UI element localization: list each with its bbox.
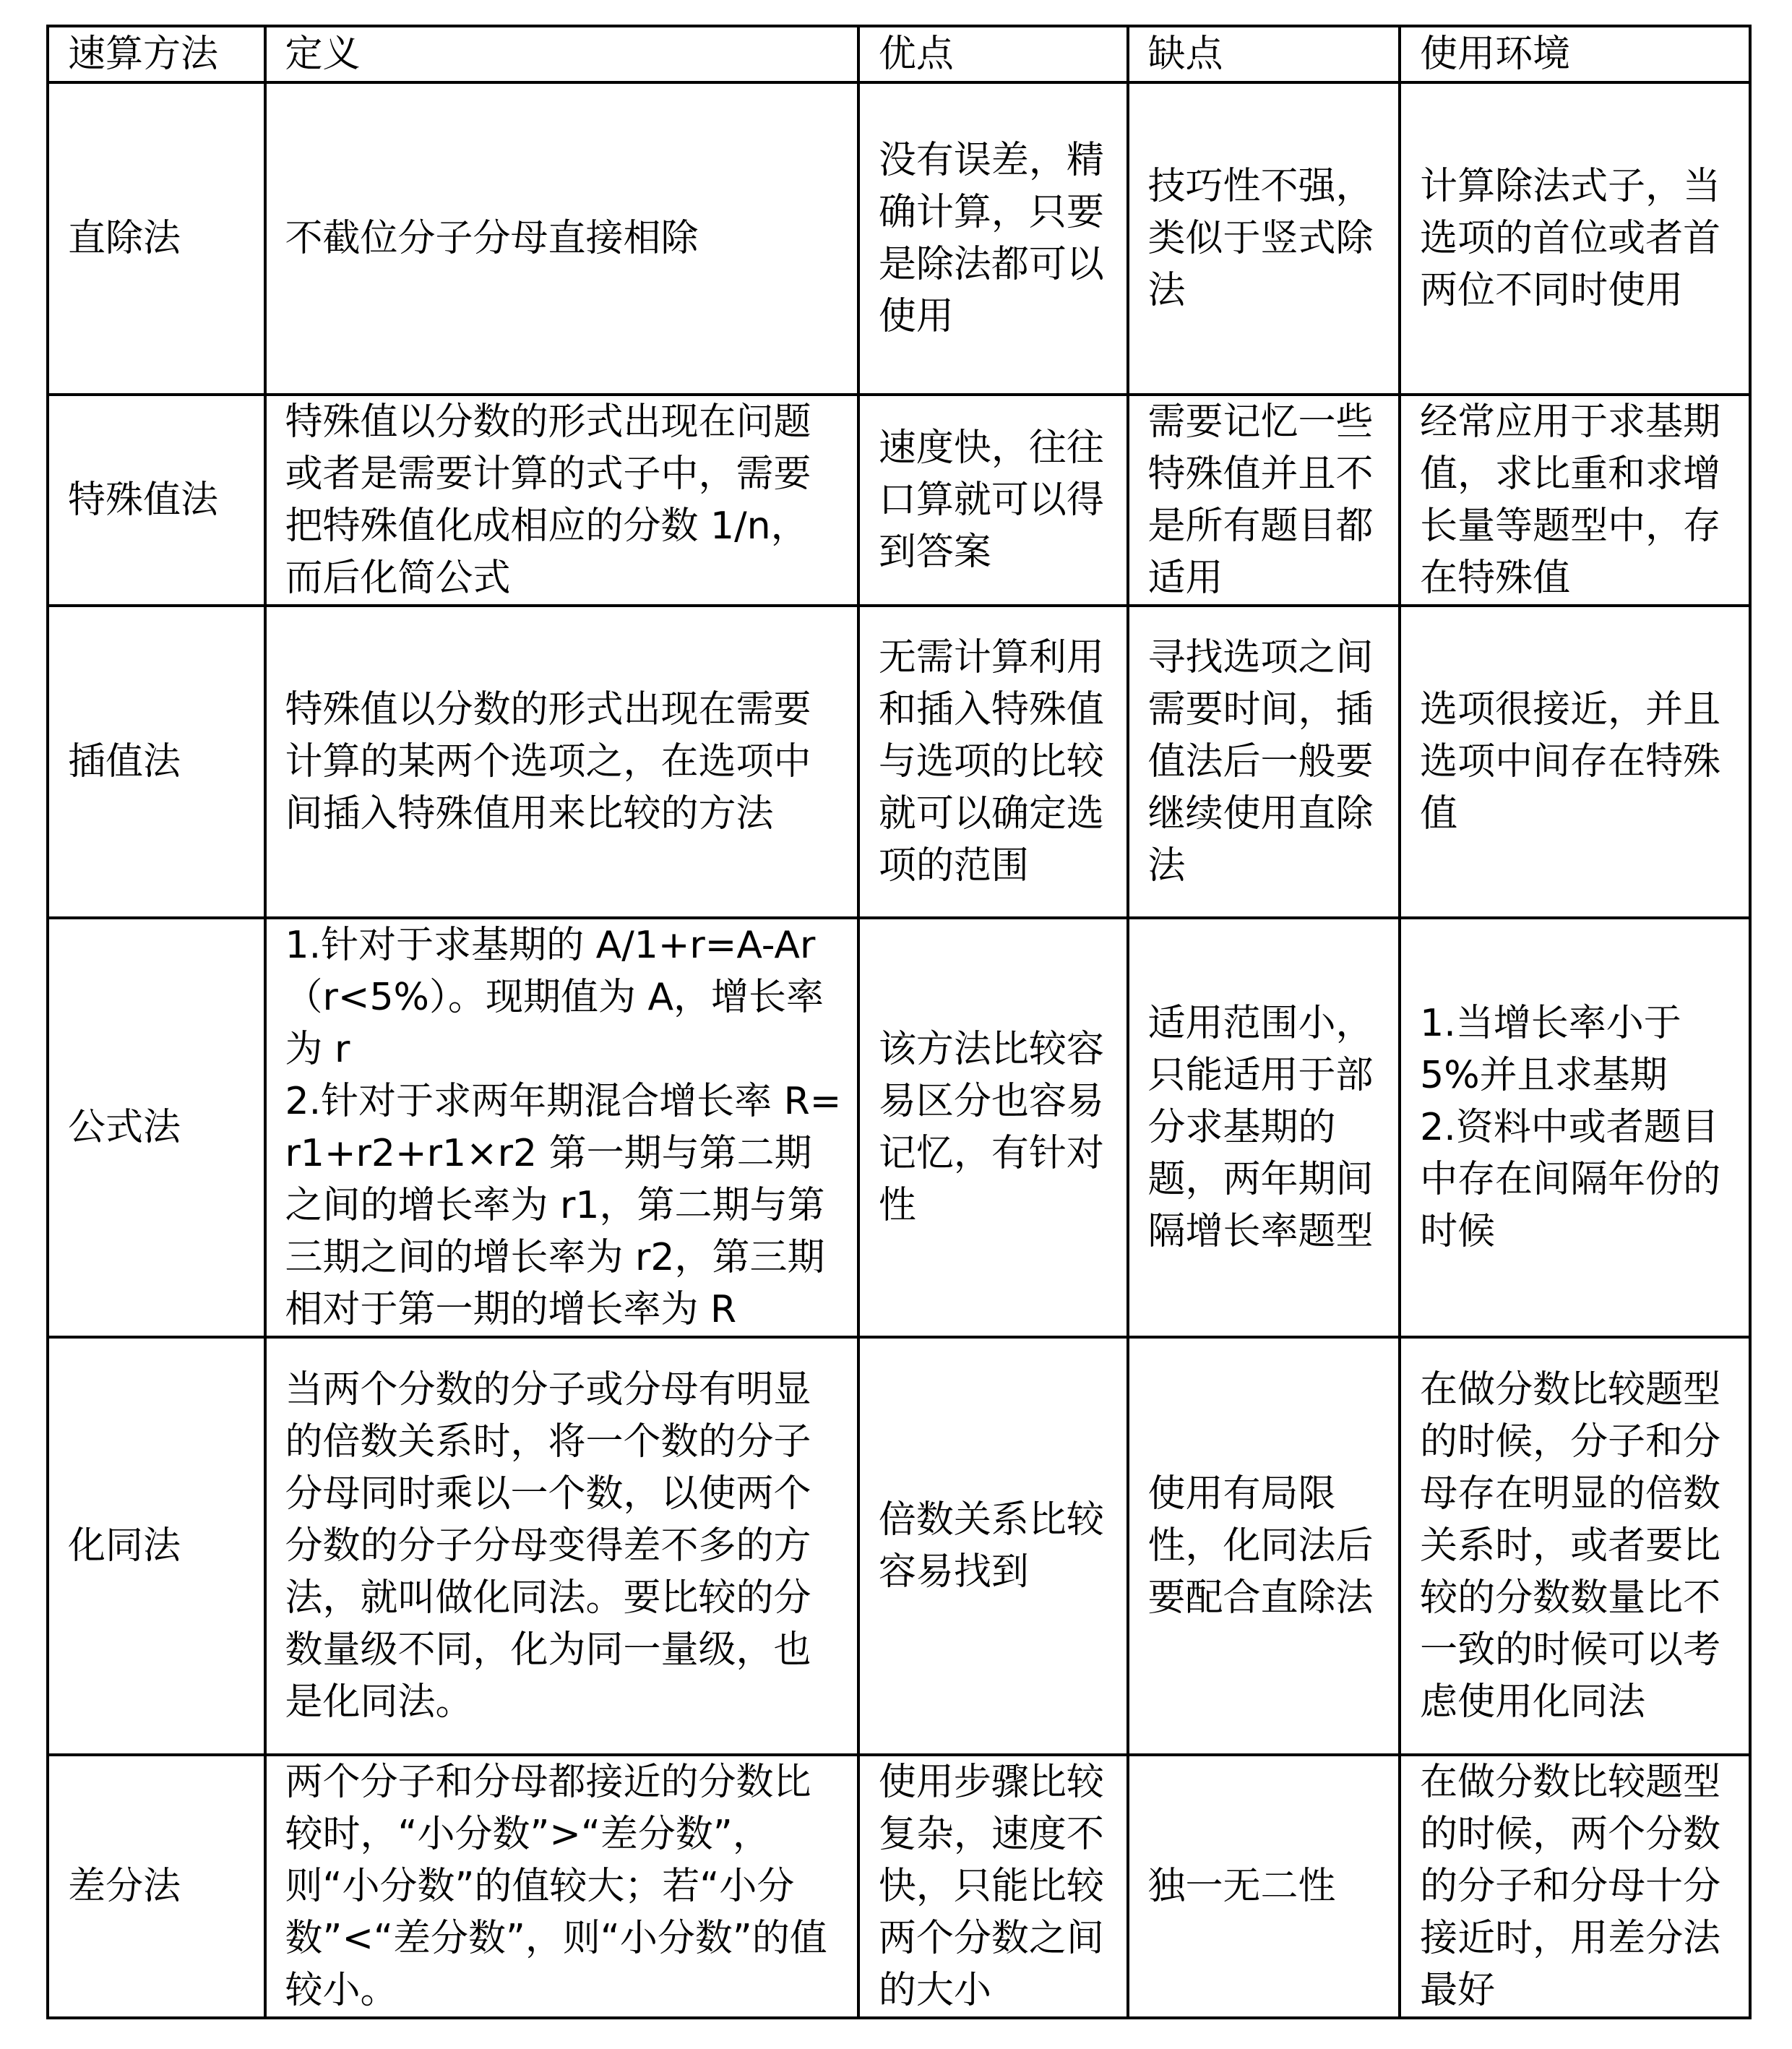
environment-cell: 经常应用于求基期值，求比重和求增长量等题型中，存在特殊值 xyxy=(1400,395,1750,606)
pros-cell: 没有误差，精确计算，只要是除法都可以使用 xyxy=(858,82,1128,395)
method-cell: 插值法 xyxy=(48,606,265,918)
cons-cell: 独一无二性 xyxy=(1128,1755,1400,2018)
environment-cell: 1.当增长率小于5%并且求基期 2.资料中或者题目中存在间隔年份的时候 xyxy=(1400,918,1750,1337)
header-cons: 缺点 xyxy=(1128,26,1400,82)
speed-calculation-table xyxy=(46,25,1752,2019)
cons-cell: 需要记忆一些特殊值并且不是所有题目都适用 xyxy=(1128,395,1400,606)
table-row xyxy=(48,918,1750,1337)
method-cell: 公式法 xyxy=(48,918,265,1337)
method-cell: 化同法 xyxy=(48,1337,265,1755)
method-cell: 差分法 xyxy=(48,1755,265,2018)
definition-cell: 当两个分数的分子或分母有明显的倍数关系时，将一个数的分子分母同时乘以一个数，以使两个分数的分子分母变得差不多的方法，就叫做化同法。要比较的分数量级不同，化为同一量级，也是化同法。 xyxy=(265,1337,858,1755)
cons-cell: 寻找选项之间需要时间，插值法后一般要继续使用直除法 xyxy=(1128,606,1400,918)
table-row xyxy=(48,606,1750,918)
table-row xyxy=(48,395,1750,606)
header-pros: 优点 xyxy=(858,26,1128,82)
environment-cell: 在做分数比较题型的时候，分子和分母存在明显的倍数关系时，或者要比较的分数数量比不一致的时候可以考虑使用化同法 xyxy=(1400,1337,1750,1755)
definition-cell: 两个分子和分母都接近的分数比较时，“小分数”>“差分数”，则“小分数”的值较大；若“小分数”<“差分数”，则“小分数”的值较小。 xyxy=(265,1755,858,2018)
cons-cell: 使用有局限性，化同法后要配合直除法 xyxy=(1128,1337,1400,1755)
header-method: 速算方法 xyxy=(48,26,265,82)
header-row xyxy=(48,26,1750,82)
table-row xyxy=(48,1755,1750,2018)
environment-cell: 在做分数比较题型的时候，两个分数的分子和分母十分接近时，用差分法最好 xyxy=(1400,1755,1750,2018)
header-definition: 定义 xyxy=(265,26,858,82)
environment-cell: 选项很接近，并且选项中间存在特殊值 xyxy=(1400,606,1750,918)
pros-cell: 使用步骤比较复杂，速度不快，只能比较两个分数之间的大小 xyxy=(858,1755,1128,2018)
cons-cell: 适用范围小，只能适用于部分求基期的题，两年期间隔增长率题型 xyxy=(1128,918,1400,1337)
table-row xyxy=(48,1337,1750,1755)
cons-cell: 技巧性不强，类似于竖式除法 xyxy=(1128,82,1400,395)
definition-cell: 1.针对于求基期的 A/1+r=A-Ar（r<5%）。现期值为 A，增长率为 r 2.针对于求两年期混合增长率 R=r1+r2+r1×r2 第一期与第二期之间的增长率为 r1，第二期与第三期之间的增长率为 r2，第三期相对于第一期的增长率为 R xyxy=(265,918,858,1337)
definition-cell: 特殊值以分数的形式出现在需要计算的某两个选项之，在选项中间插入特殊值用来比较的方法 xyxy=(265,606,858,918)
table-row xyxy=(48,82,1750,395)
definition-cell: 不截位分子分母直接相除 xyxy=(265,82,858,395)
pros-cell: 该方法比较容易区分也容易记忆，有针对性 xyxy=(858,918,1128,1337)
environment-cell: 计算除法式子，当选项的首位或者首两位不同时使用 xyxy=(1400,82,1750,395)
pros-cell: 速度快，往往口算就可以得到答案 xyxy=(858,395,1128,606)
pros-cell: 倍数关系比较容易找到 xyxy=(858,1337,1128,1755)
method-cell: 特殊值法 xyxy=(48,395,265,606)
definition-cell: 特殊值以分数的形式出现在问题或者是需要计算的式子中，需要把特殊值化成相应的分数 1/n，而后化简公式 xyxy=(265,395,858,606)
method-cell: 直除法 xyxy=(48,82,265,395)
header-environment: 使用环境 xyxy=(1400,26,1750,82)
pros-cell: 无需计算利用和插入特殊值与选项的比较就可以确定选项的范围 xyxy=(858,606,1128,918)
